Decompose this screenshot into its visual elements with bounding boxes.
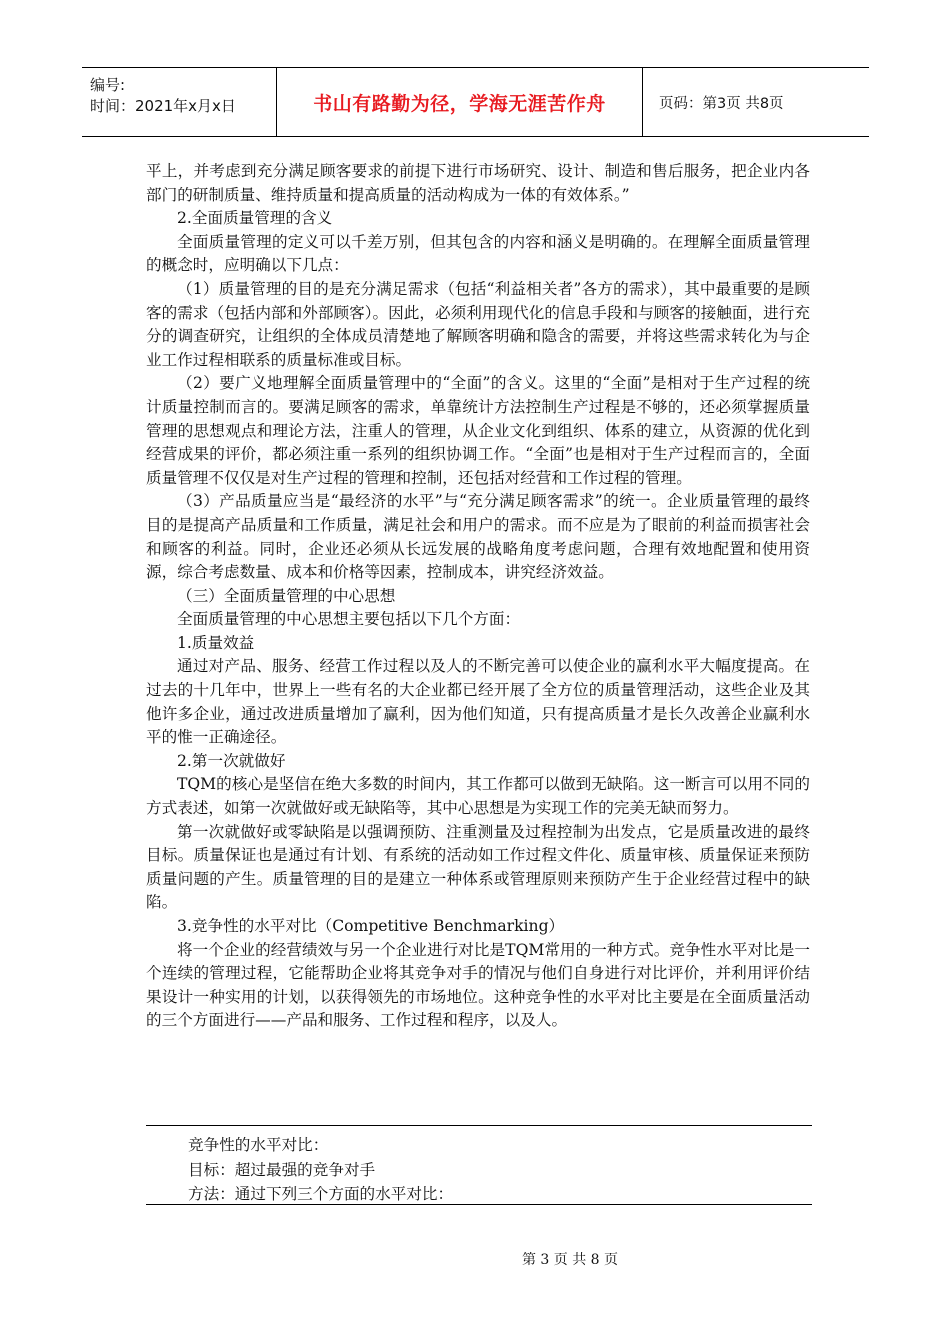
box-line: 目标：超过最强的竞争对手 [188,1161,376,1179]
paragraph: 将一个企业的经营绩效与另一个企业进行对比是TQM常用的一种方式。竞争性水平对比是一个连续的管理过程，它能帮助企业将其竞争对手的情况与他们自身进行对比评价，并利用评价结果设计一种实用的计划，以获得领先的市场地位。这种竞争性的水平对比主要是在全面质量活动的三个方面进行——产品和服务、工作过程和程序，以及人。 [146,940,810,1030]
header-table [82,67,869,137]
paragraph: 通过对产品、服务、经营工作过程以及人的不断完善可以使企业的赢利水平大幅度提高。在过去的十几年中，世界上一些有名的大企业都已经开展了全方位的质量管理活动，这些企业及其他许多企业，通过改进质量增加了赢利，因为他们知道，只有提高质量才是长久改善企业赢利水平的惟一正确途径。 [146,657,810,747]
paragraph: （1）质量管理的目的是充分满足需求（包括“利益相关者”各方的需求），其中最重要的是顾客的需求（包括内部和外部顾客）。因此，必须利用现代化的信息手段和与顾客的接触面，进行充分的调查研究，让组织的全体成员清楚地了解顾客明确和隐含的需要，并将这些需求转化为与企业工作过程相联系的质量标准或目标。 [146,279,810,369]
paragraph: 平上，并考虑到充分满足顾客要求的前提下进行市场研究、设计、制造和售后服务，把企业内各部门的研制质量、维持质量和提高质量的活动构成为一体的有效体系。” [146,162,810,204]
section-heading: （三）全面质量管理的中心思想 [177,586,396,605]
paragraph: TQM的核心是坚信在绝大多数的时间内，其工作都可以做到无缺陷。这一断言可以用不同的方式表述，如第一次就做好或无缺陷等，其中心思想是为实现工作的完美无缺而努力。 [146,775,810,818]
paragraph: 全面质量管理的中心思想主要包括以下几个方面： [177,610,521,629]
time-label: 时间：2021年x月x日 [90,97,236,115]
section-heading: 3.竞争性的水平对比（Competitive Benchmarking） [177,917,565,935]
benchmark-box [146,1125,812,1205]
paragraph: （3）产品质量应当是“最经济的水平”与“充分满足顾客需求”的统一。企业质量管理的最终目的是提高产品质量和工作质量，满足社会和用户的需求。而不应是为了眼前的利益而损害社会和顾客的利益。同时，企业还必须从长远发展的战略角度考虑问题，合理有效地配置和使用资源，综合考虑数量、成本和价格等因素，控制成本，讲究经济效益。 [146,492,810,582]
page-label: 页码：第3页 共8页 [659,95,784,112]
number-label: 编号: [90,76,126,94]
page-footer: 第 3 页 共 8 页 [521,1252,619,1268]
section-heading: 1.质量效益 [177,633,255,652]
paragraph: （2）要广义地理解全面质量管理中的“全面”的含义。这里的“全面”是相对于生产过程的统计质量控制而言的。要满足顾客的需求，单靠统计方法控制生产过程是不够的，还必须掌握质量管理的思想观点和理论方法，注重人的管理，从企业文化到组织、体系的建立，从资源的优化到经营成果的评价，都必须注重一系列的组织协调工作。“全面”也是相对于生产过程而言的，全面质量管理不仅仅是对生产过程的管理和控制，还包括对经营和工作过程的管理。 [146,374,810,487]
header-info-cell [82,68,277,136]
motto: 书山有路勤为径，学海无涯苦作舟 [277,68,643,136]
paragraph: 第一次就做好或零缺陷是以强调预防、注重测量及过程控制为出发点，它是质量改进的最终目标。质量保证也是通过有计划、有系统的活动如工作过程文件化、质量审核、质量保证来预防质量问题的产生。质量管理的目的是建立一种体系或管理原则来预防产生于企业经营过程中的缺陷。 [146,822,810,912]
document-body [146,160,810,1033]
paragraph: 全面质量管理的定义可以千差万别，但其包含的内容和涵义是明确的。在理解全面质量管理的概念时，应明确以下几点： [146,232,810,275]
box-line: 竞争性的水平对比： [188,1136,329,1154]
section-heading: 2.第一次就做好 [177,751,286,770]
box-line: 方法：通过下列三个方面的水平对比： [188,1185,454,1203]
section-heading: 2.全面质量管理的含义 [177,209,333,228]
